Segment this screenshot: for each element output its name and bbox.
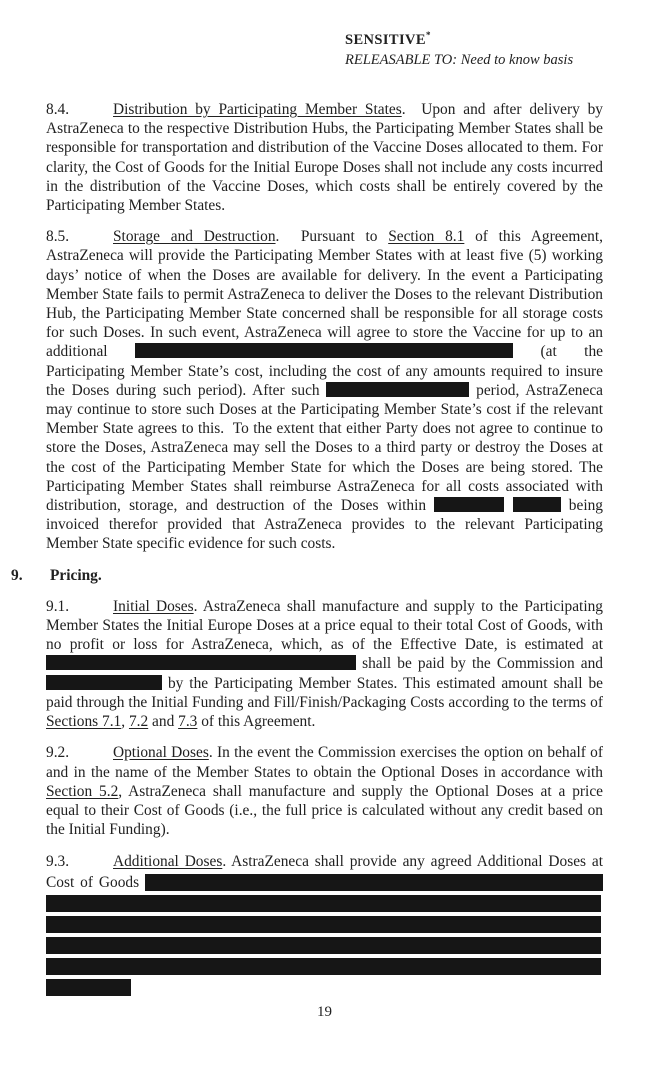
text-run: Additional Doses [113, 853, 223, 871]
text-run: of this Agreement. [197, 713, 316, 731]
redaction-bar [46, 958, 601, 975]
text-run [504, 497, 512, 514]
text-run: (at the Participating Member State’s cost, including the cost of any amounts required to insure the Doses during such period). After such [46, 343, 603, 399]
text-run: Distribution by Participating Member States [113, 101, 402, 118]
paragraph-number: 9.2. [46, 744, 70, 762]
redaction-bar [326, 382, 469, 397]
text-run: . Pursuant to [275, 228, 389, 246]
redaction-bar [135, 343, 513, 358]
paragraph-9-3 [46, 851, 603, 998]
text-run: , AstraZeneca shall manufacture and supply the Optional Doses at a price equal to their Cost of Goods (i.e., the full price is calculated without any credit based on the Initial Funding). [46, 782, 603, 839]
document-body [11, 100, 604, 1010]
paragraph-8-4 [46, 100, 603, 215]
releasable-line: RELEASABLE TO: Need to know basis [345, 51, 574, 68]
redaction-bar [145, 874, 603, 891]
text-run: period, AstraZeneca may continue to store such Doses at the Participating Member State’s cost if the relevant Member State agrees to this. To the extent that either Party does not agree to continue to store the Doses, AstraZeneca may sell the Doses to a third party or destroy the Doses at the cost of the Participating Member State for which the Doses are being stored. The Participating Member States shall reimburse AstraZeneca for all costs associated with distribution, storage, and destruction of the Doses within [46, 381, 603, 515]
text-run: being invoiced therefor provided that AstraZeneca provides to the relevant Participating Member State specific evidence for such costs. [46, 497, 603, 553]
text-run: of this Agreement, AstraZeneca will provide the Participating Member States with at least five (5) working days’ notice of when the Doses are available for delivery. In the event a Participating Member State fails to permit AstraZeneca to deliver the Doses to the relevant Distribution Hub, the Participating Member State concerned shall be responsible for all storage costs for such Doses. In such event, AstraZeneca will agree to store the Vaccine for up to an additional [46, 228, 603, 361]
redaction-bar [46, 979, 131, 996]
redaction-bar [46, 895, 601, 912]
redaction-bar [46, 937, 601, 954]
text-run: Section 5.2 [46, 782, 119, 800]
paragraph-9-2 [46, 743, 603, 839]
text-run: Section 8.1 [388, 228, 465, 246]
text-run: Initial Doses [113, 597, 194, 615]
text-run: 7.3 [178, 713, 198, 731]
text-run: by the Participating Member States. This estimated amount shall be paid through the Initial Funding and Fill/Finish/Packaging Costs according to the terms of [46, 674, 603, 711]
text-run: Pricing. [50, 566, 102, 584]
redaction-bar [46, 655, 356, 670]
text-run: . AstraZeneca shall provide any agreed Additional Doses at Cost of Goods [46, 853, 603, 892]
text-run: Sections 7.1 [46, 713, 122, 731]
text-run: Storage and Destruction [113, 228, 276, 246]
paragraph-number: 9.3. [46, 853, 70, 871]
text-run: and [148, 713, 179, 731]
paragraph-8-5 [46, 227, 603, 553]
paragraph-number: 8.4. [46, 101, 70, 118]
paragraph-9-1 [46, 597, 603, 731]
text-run: Optional Doses [113, 744, 209, 762]
classification-header [345, 25, 573, 70]
text-run: . AstraZeneca shall manufacture and supply to the Participating Member States the Initial Europe Doses at a price equal to their total Cost of Goods, with no profit or loss for AstraZeneca, which, as of the Effective Date, is estimated at [46, 597, 603, 654]
classification-text: SENSITIVE [345, 31, 426, 48]
text-run: shall be paid by the Commission and [356, 655, 603, 673]
redaction-bar [434, 497, 504, 512]
redaction-bar [46, 675, 162, 690]
text-run: . Upon and after delivery by AstraZeneca to the respective Distribution Hubs, the Participating Member States shall be responsible for transportation and distribution of the Vaccine Doses allocated to them. For clarity, the Cost of Goods for the Initial Europe Doses shall not include any costs incurred in the distribution of the Vaccine Doses, which costs shall be entirely covered by the Participating Member States. [46, 101, 603, 215]
paragraph-number: 9. [11, 566, 23, 584]
redaction-bar [513, 497, 561, 512]
classification-marker: * [425, 30, 431, 40]
heading-9-pricing [11, 566, 603, 585]
classification-label [345, 25, 573, 50]
text-run: 7.2 [128, 713, 149, 731]
paragraph-number: 8.5. [46, 228, 70, 246]
page-number: 19 [317, 1004, 332, 1020]
text-run: . In the event the Commission exercises the option on behalf of and in the name of the Member States to obtain the Optional Doses in accordance with [46, 744, 604, 781]
paragraph-number: 9.1. [46, 597, 70, 615]
redaction-bar [46, 916, 601, 933]
text-run: , [121, 713, 129, 731]
